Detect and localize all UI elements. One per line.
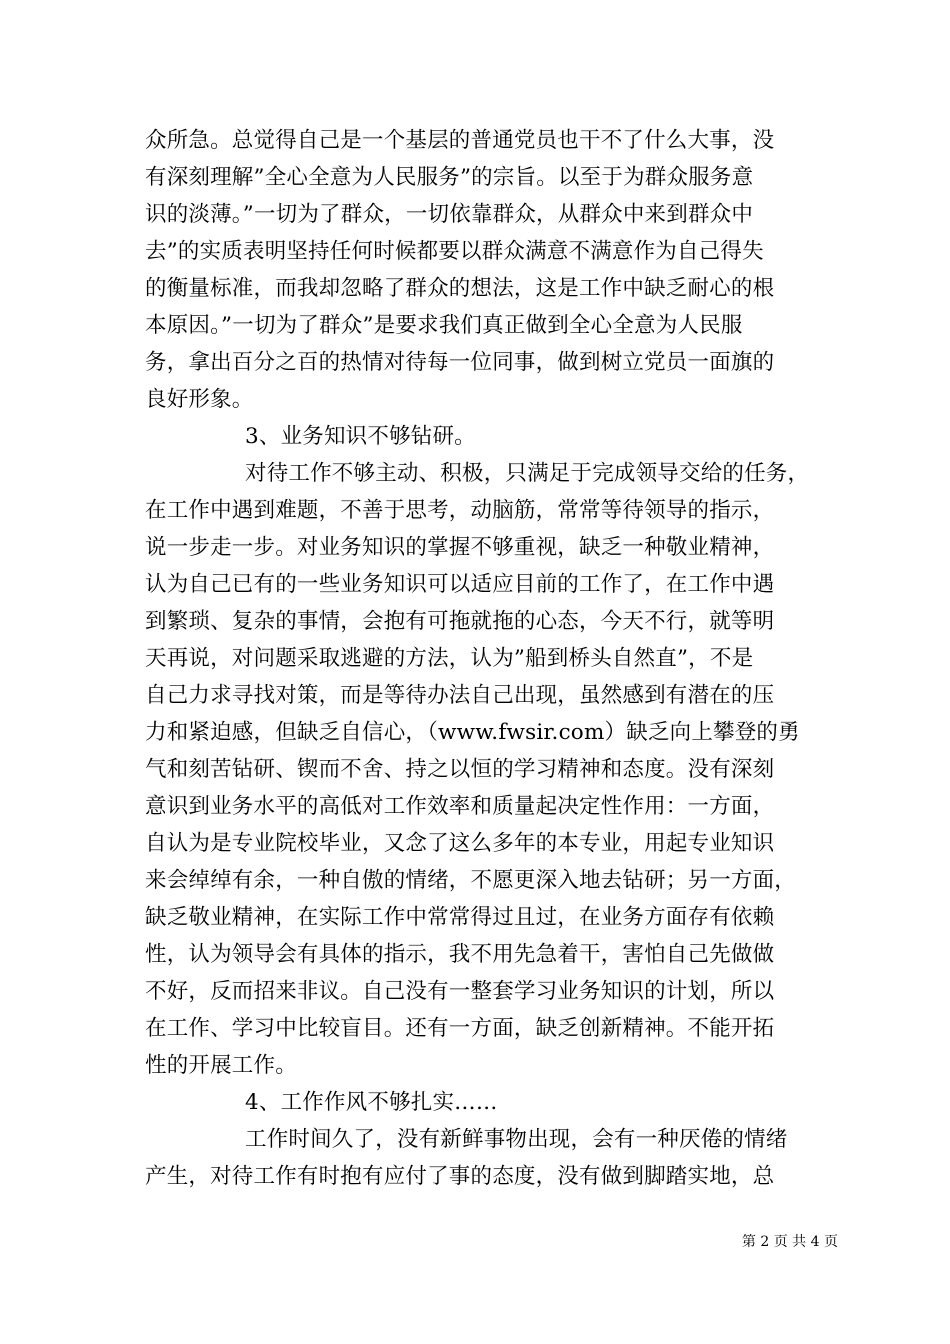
paragraph-line: 自己力求寻找对策，而是等待办法自己出现，虽然感到有潜在的压 — [145, 683, 775, 708]
paragraph-line: 有深刻理解”全心全意为人民服务”的宗旨。以至于为群众服务意 — [145, 165, 754, 190]
paragraph-line: 性的开展工作。 — [145, 1053, 297, 1078]
section-heading-4: 4、工作作风不够扎实…… — [245, 1090, 498, 1115]
paragraph-line: 去”的实质表明坚持任何时候都要以群众满意不满意作为自己得失 — [145, 239, 764, 264]
paragraph-line: 意识到业务水平的高低对工作效率和质量起决定性作用：一方面， — [145, 794, 775, 819]
paragraph-line: 务，拿出百分之百的热情对待每一位同事，做到树立党员一面旗的 — [145, 350, 775, 375]
paragraph-line: 的衡量标准，而我却忽略了群众的想法，这是工作中缺乏耐心的根 — [145, 276, 775, 301]
paragraph-line: 性，认为领导会有具体的指示，我不用先急着干，害怕自己先做做 — [145, 942, 775, 967]
paragraph-line: 产生，对待工作有时抱有应付了事的态度，没有做到脚踏实地，总 — [145, 1164, 775, 1189]
paragraph-line: 在工作中遇到难题，不善于思考，动脑筋，常常等待领导的指示， — [145, 498, 775, 523]
paragraph-line: 认为自己已有的一些业务知识可以适应目前的工作了，在工作中遇 — [145, 572, 775, 597]
paragraph-line: 说一步走一步。对业务知识的掌握不够重视，缺乏一种敬业精神， — [145, 535, 775, 560]
paragraph-line: 来会绰绰有余，一种自傲的情绪，不愿更深入地去钻研；另一方面， — [145, 868, 797, 893]
paragraph-line: 工作时间久了，没有新鲜事物出现，会有一种厌倦的情绪 — [245, 1127, 788, 1152]
paragraph-line: 天再说，对问题采取逃避的方法，认为”船到桥头自然直”，不是 — [145, 646, 754, 671]
paragraph-line: 众所急。总觉得自己是一个基层的普通党员也干不了什么大事，没 — [145, 128, 775, 153]
section-heading-3: 3、业务知识不够钻研。 — [245, 424, 476, 449]
paragraph-line: 不好，反而招来非议。自己没有一整套学习业务知识的计划，所以 — [145, 979, 775, 1004]
paragraph-line: 气和刻苦钻研、锲而不舍、持之以恒的学习精神和态度。没有深刻 — [145, 757, 775, 782]
paragraph-line: 到繁琐、复杂的事情，会抱有可拖就拖的心态，今天不行，就等明 — [145, 609, 775, 634]
paragraph-line: 在工作、学习中比较盲目。还有一方面，缺乏创新精神。不能开拓 — [145, 1016, 775, 1041]
paragraph-line: 本原因。”一切为了群众”是要求我们真正做到全心全意为人民服 — [145, 313, 743, 338]
paragraph-line: 自认为是专业院校毕业，又念了这么多年的本专业，用起专业知识 — [145, 831, 775, 856]
paragraph-line: 力和紧迫感，但缺乏自信心，（www.fwsir.com）缺乏向上攀登的勇 — [145, 720, 800, 745]
page-number-footer: 第 2 页 共 4 页 — [741, 1234, 838, 1250]
paragraph-line: 对待工作不够主动、积极，只满足于完成领导交给的任务， — [245, 461, 810, 486]
paragraph-line: 识的淡薄。”一切为了群众，一切依靠群众，从群众中来到群众中 — [145, 202, 754, 227]
paragraph-line: 缺乏敬业精神，在实际工作中常常得过且过，在业务方面存有依赖 — [145, 905, 775, 930]
paragraph-line: 良好形象。 — [145, 387, 254, 412]
